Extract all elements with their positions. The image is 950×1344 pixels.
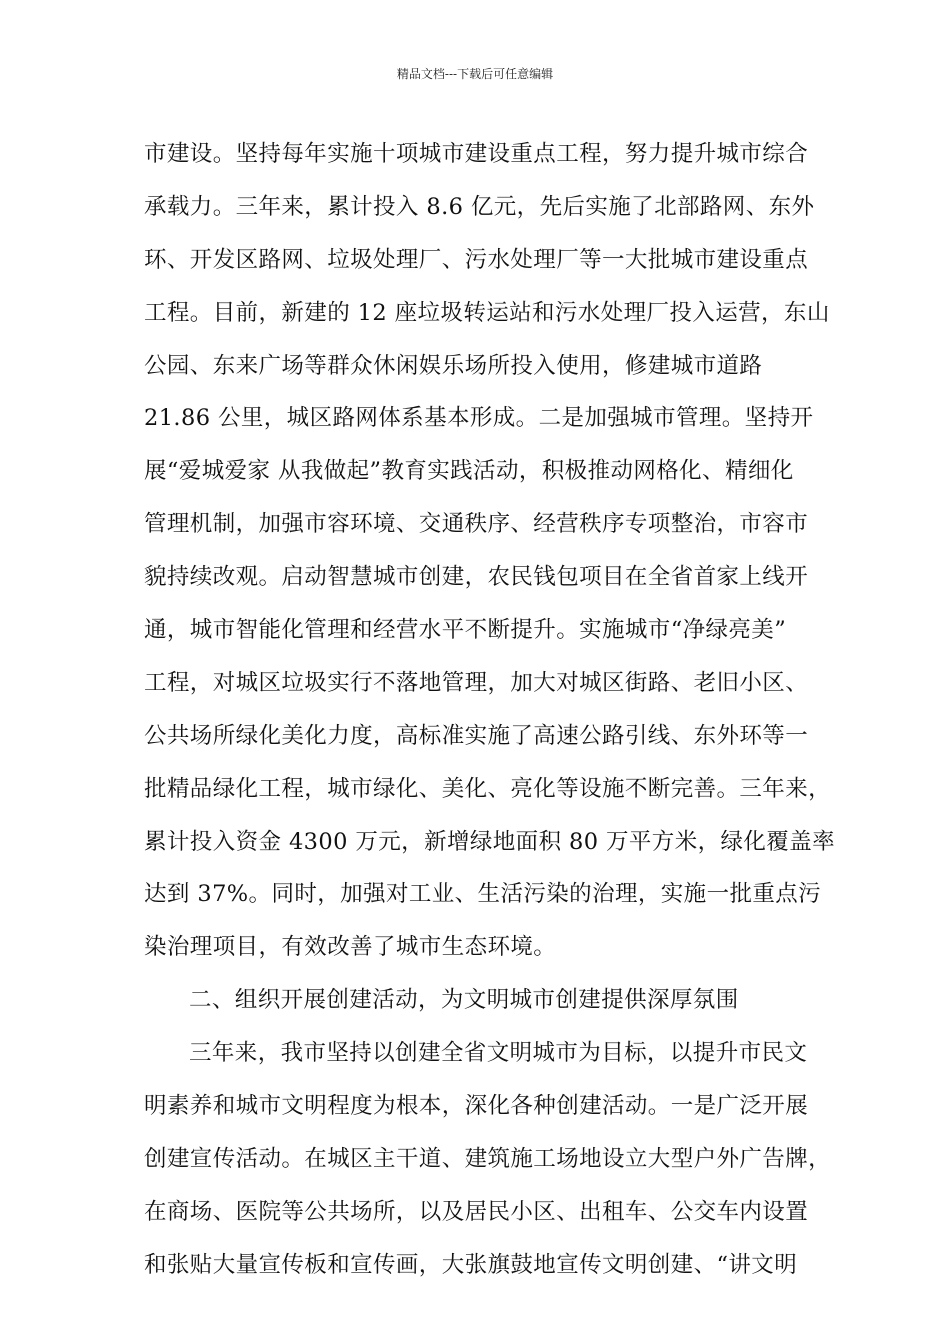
text-line: 公共场所绿化美化力度，高标准实施了高速公路引线、东外环等一 [144, 722, 809, 749]
text-line: 明素养和城市文明程度为根本，深化各种创建活动。一是广泛开展 [144, 1093, 809, 1120]
text-line: 批精品绿化工程，城市绿化、美化、亮化等设施不断完善。三年来， [144, 775, 832, 802]
text-line: 管理机制，加强市容环境、交通秩序、经营秩序专项整治，市容市 [144, 511, 809, 538]
text-line: 貌持续改观。启动智慧城市创建，农民钱包项目在全省首家上线开 [144, 564, 809, 591]
text-line: 染治理项目，有效改善了城市生态环境。 [144, 934, 557, 961]
document-body [144, 128, 836, 1292]
text-line: 创建宣传活动。在城区主干道、建筑施工场地设立大型户外广告牌， [144, 1145, 832, 1172]
text-line: 承载力。三年来，累计投入 8.6 亿元，先后实施了北部路网、东外 [144, 193, 815, 220]
page-header: 精品文档---下载后可任意编辑 [396, 67, 554, 81]
text-line: 工程，对城区垃圾实行不落地管理，加大对城区街路、老旧小区、 [144, 669, 809, 696]
text-line: 21.86 公里，城区路网体系基本形成。二是加强城市管理。坚持开 [144, 405, 814, 432]
text-line: 在商场、医院等公共场所，以及居民小区、出租车、公交车内设置 [144, 1198, 809, 1225]
text-line: 市建设。坚持每年实施十项城市建设重点工程，努力提升城市综合 [144, 141, 809, 167]
section-heading: 二、组织开展创建活动，为文明城市创建提供深厚氛围 [189, 987, 739, 1014]
text-line: 工程。目前，新建的 12 座垃圾转运站和污水处理厂投入运营，东山 [144, 299, 830, 326]
text-line: 公园、东来广场等群众休闲娱乐场所投入使用，修建城市道路 [144, 352, 763, 379]
text-line: 达到 37%。同时，加强对工业、生活污染的治理，实施一批重点污 [144, 881, 822, 908]
text-line: 环、开发区路网、垃圾处理厂、污水处理厂等一大批城市建设重点 [144, 246, 809, 273]
text-line: 累计投入资金 4300 万元，新增绿地面积 80 万平方米，绿化覆盖率 [144, 828, 836, 855]
text-line: 展“爱城爱家 从我做起”教育实践活动，积极推动网格化、精细化 [144, 458, 794, 485]
text-line: 和张贴大量宣传板和宣传画，大张旗鼓地宣传文明创建、“讲文明 [144, 1251, 798, 1278]
text-line: 通，城市智能化管理和经营水平不断提升。实施城市“净绿亮美” [144, 617, 787, 644]
text-line: 三年来，我市坚持以创建全省文明城市为目标，以提升市民文 [189, 1040, 808, 1067]
